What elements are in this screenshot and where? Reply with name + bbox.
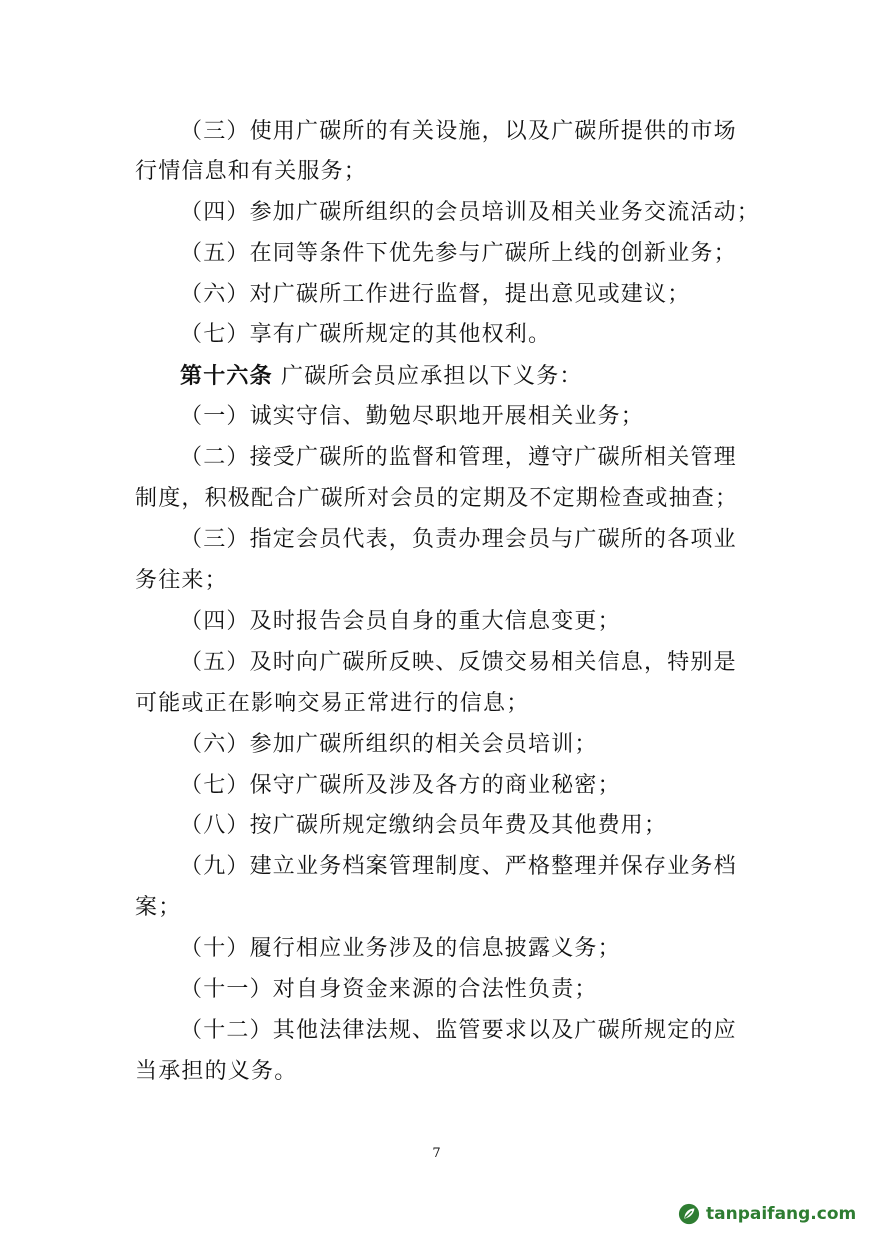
paragraph-line: （六）对广碳所工作进行监督，提出意见或建议； [180, 282, 691, 307]
paragraph-line: （四）及时报告会员自身的重大信息变更； [180, 609, 621, 634]
paragraph-line: 当承担的义务。 [135, 1059, 298, 1084]
paragraph-line: （二）接受广碳所的监督和管理，遵守广碳所相关管理 [180, 445, 737, 470]
paragraph-line: （一）诚实守信、勤勉尽职地开展相关业务； [180, 404, 645, 429]
tanpaifang-logo-icon [678, 1203, 700, 1225]
watermark-text: tanpaifang.com [706, 1204, 857, 1224]
paragraph-line: （五）及时向广碳所反映、反馈交易相关信息，特别是 [180, 650, 737, 675]
paragraph-line: 行情信息和有关服务； [135, 159, 368, 184]
paragraph-line: （十）履行相应业务涉及的信息披露义务； [180, 936, 621, 961]
article-title: 第十六条 [180, 363, 273, 389]
paragraph-line: （十二）其他法律法规、监管要求以及广碳所规定的应 [180, 1018, 737, 1043]
paragraph-line: （六）参加广碳所组织的相关会员培训； [180, 732, 598, 757]
paragraph-line: （四）参加广碳所组织的会员培训及相关业务交流活动； [180, 200, 761, 225]
paragraph-line: 制度，积极配合广碳所对会员的定期及不定期检查或抽查； [135, 486, 739, 511]
paragraph-line: 务往来； [135, 568, 228, 593]
paragraph-line: （九）建立业务档案管理制度、严格整理并保存业务档 [180, 854, 737, 879]
page-number: 7 [432, 1146, 441, 1161]
paragraph-line: （十一）对自身资金来源的合法性负责； [180, 977, 598, 1002]
paragraph-line: （五）在同等条件下优先参与广碳所上线的创新业务； [180, 241, 737, 266]
article-heading-line [180, 361, 745, 391]
watermark[interactable] [678, 1200, 856, 1228]
article-text: 广碳所会员应承担以下义务： [272, 364, 583, 389]
paragraph-line: （三）使用广碳所的有关设施，以及广碳所提供的市场 [180, 119, 737, 144]
paragraph-line: 案； [135, 895, 182, 920]
paragraph-line: （三）指定会员代表，负责办理会员与广碳所的各项业 [180, 527, 737, 552]
paragraph-line: （七）享有广碳所规定的其他权利。 [180, 322, 552, 347]
paragraph-line: （七）保守广碳所及涉及各方的商业秘密； [180, 773, 621, 798]
paragraph-line: （八）按广碳所规定缴纳会员年费及其他费用； [180, 813, 668, 838]
paragraph-line: 可能或正在影响交易正常进行的信息； [135, 691, 530, 716]
